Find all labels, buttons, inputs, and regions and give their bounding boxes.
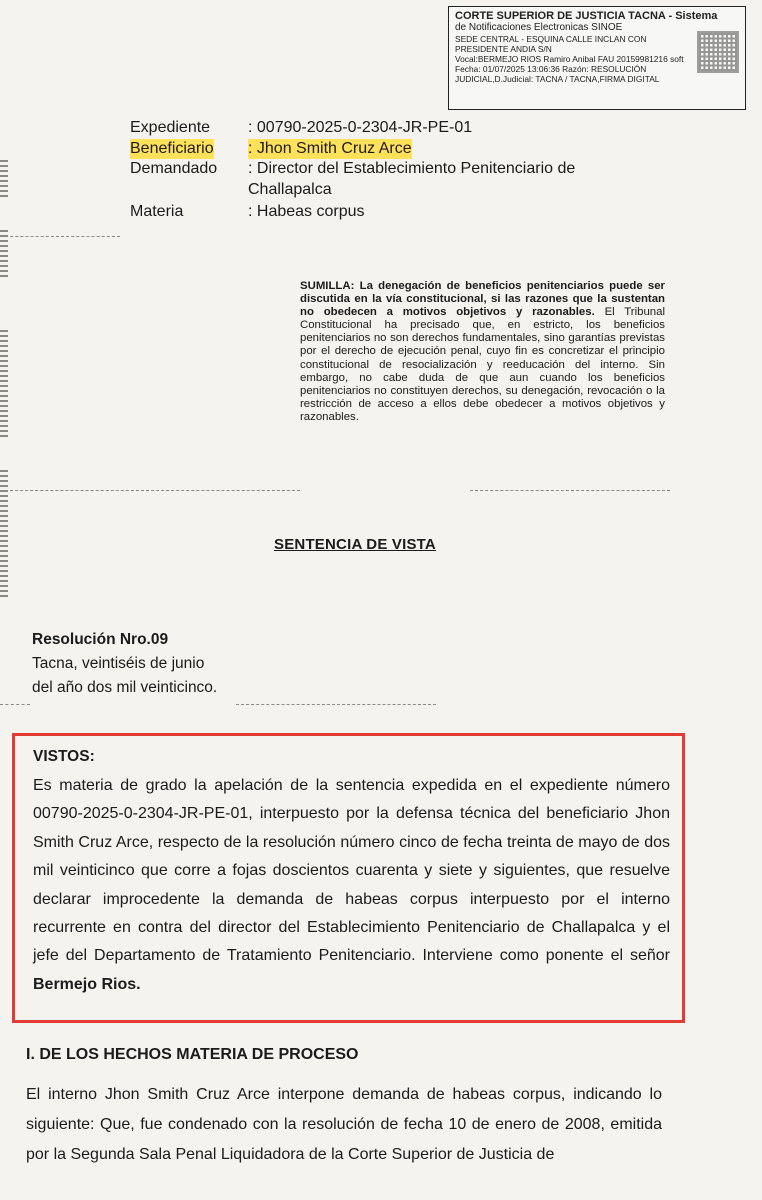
binding-mark xyxy=(0,330,8,440)
expediente-value: : 00790-2025-0-2304-JR-PE-01 xyxy=(248,119,473,136)
section-body: El interno Jhon Smith Cruz Arce interpone demanda de habeas corpus, indicando lo siguiente: Que, fue condenado con la resolución de fecha 10 de enero de 2008, emitida por la Segunda Sala Penal Liquidadora de la Corte Superior de Justicia de xyxy=(26,1086,662,1163)
vistos-highlight-box xyxy=(12,733,685,1023)
resolution-year: del año dos mil veinticinco. xyxy=(32,679,218,696)
demandado-label: Demandado xyxy=(130,160,218,177)
stamp-line: de Notificaciones Electronicas SINOE xyxy=(455,22,623,33)
document-title: SENTENCIA DE VISTA xyxy=(274,536,436,553)
materia-value: : Habeas corpus xyxy=(248,203,365,220)
divider xyxy=(0,236,120,237)
beneficiario-label: Beneficiario xyxy=(130,140,214,157)
binding-mark xyxy=(0,160,8,200)
resolution-block xyxy=(32,628,217,700)
binding-mark xyxy=(0,230,8,280)
vistos-heading: VISTOS: xyxy=(33,748,95,765)
divider xyxy=(236,704,436,705)
resolution-place-date: Tacna, veintiséis de junio xyxy=(32,655,205,672)
qr-code-icon xyxy=(697,31,739,73)
demandado-value-cont: Challapalca xyxy=(248,181,332,198)
sumilla-block xyxy=(300,280,665,424)
resolution-heading: Resolución Nro.09 xyxy=(32,631,169,648)
demandado-value: : Director del Establecimiento Penitenciario de xyxy=(248,160,576,177)
stamp-line: SEDE CENTRAL - ESQUINA CALLE INCLAN CON PRESIDENTE ANDIA S/N xyxy=(455,34,647,54)
divider xyxy=(0,490,300,491)
sumilla-heading: SUMILLA: La denegación de beneficios penitenciarios puede ser discutida en la vía constitucional, si las razones que la sustentan no obedecen a motivos objetivos y razonables. xyxy=(300,280,665,319)
materia-label: Materia xyxy=(130,203,184,220)
stamp-line: CORTE SUPERIOR DE JUSTICIA TACNA - Sistema xyxy=(455,10,718,22)
expediente-label: Expediente xyxy=(130,119,211,136)
vistos-text: Es materia de grado la apelación de la sentencia expedida en el expediente número 00790-2025-0-2304-JR-PE-01, interpuesto por la defensa técnica del beneficiario Jhon Smith Cruz Arce, respecto de la resolución número cinco de fecha treinta de mayo de dos mil veinticinco que corre a fojas doscientos cuarenta y siete y siguientes, que resuelve declarar improcedente la demanda de habeas corpus interpuesto por el interno recurrente en contra del director del Establecimiento Penitenciario de Challapalca y el jefe del Departamento de Tratamiento Penitenciario. Interviene como ponente el señor xyxy=(33,777,670,965)
section-heading: I. DE LOS HECHOS MATERIA DE PROCESO xyxy=(26,1046,359,1063)
vistos-body xyxy=(33,772,670,999)
beneficiario-value: : Jhon Smith Cruz Arce xyxy=(248,140,412,157)
stamp-line: Fecha: 01/07/2025 13:06:36 Razón: RESOLUCIÓN JUDICIAL,D.Judicial: TACNA / TACNA,FIRMA DIGITAL xyxy=(455,64,660,84)
digital-signature-stamp xyxy=(448,6,746,110)
divider xyxy=(0,704,30,705)
stamp-line: Vocal:BERMEJO RIOS Ramiro Anibal FAU 20159981216 soft xyxy=(455,54,684,64)
vistos-ponente: Bermejo Rios. xyxy=(33,975,141,993)
divider xyxy=(470,490,670,491)
sumilla-text: El Tribunal Constitucional ha precisado que, en estricto, los beneficios penitenciarios no son derechos fundamentales, sino garantías previstas por el derecho de ejecución penal, cuyo fin es concretizar el principio constitucional de resocialización y reeducación del interno. Sin embargo, no cabe duda de que aun cuando los beneficios penitenciarios no constituyen derechos, su denegación, revocación o la restricción de acceso a ellos debe obedecer a motivos objetivos y razonables. xyxy=(300,306,665,423)
